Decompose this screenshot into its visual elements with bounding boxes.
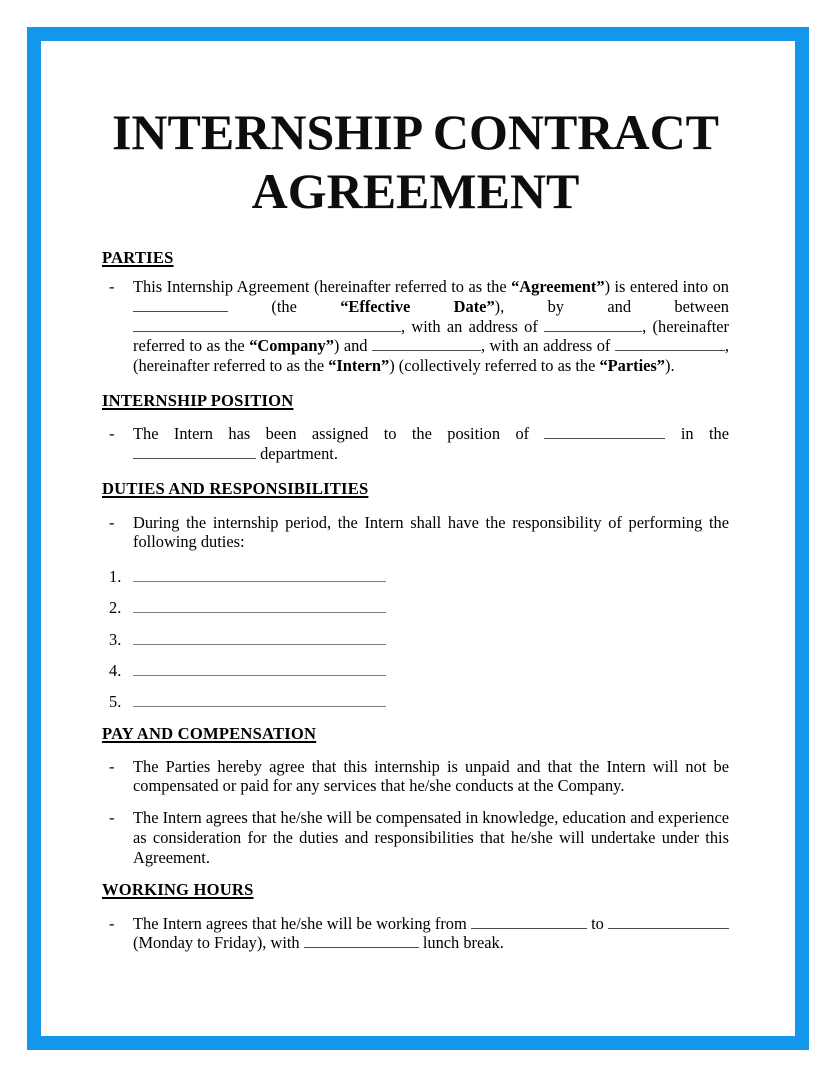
clause-paragraph — [102, 277, 729, 376]
section-duties-and-responsibilities — [102, 479, 729, 713]
blank-line — [133, 307, 228, 312]
blank-line — [608, 924, 729, 929]
bullet-dash: - — [109, 808, 115, 828]
duty-blank-3 — [133, 630, 729, 650]
duty-number-2: 2. — [109, 598, 122, 618]
clause-paragraph — [102, 424, 729, 464]
duty-item-3 — [102, 630, 729, 650]
duty-blank-4 — [133, 661, 729, 681]
section-parties — [102, 248, 729, 376]
clause-paragraph — [102, 914, 729, 954]
blank-line — [133, 577, 386, 582]
section-internship-position — [102, 391, 729, 464]
section-pay-and-compensation — [102, 724, 729, 868]
duty-number-5: 5. — [109, 692, 122, 712]
duty-number-3: 3. — [109, 629, 122, 649]
section-working-hours — [102, 880, 729, 954]
section-heading-internship-position: INTERNSHIP POSITION — [102, 390, 294, 410]
duty-blank-5 — [133, 692, 729, 712]
bullet-dash: - — [109, 512, 115, 532]
clause-text: The Intern has been assigned to the position of in the department. — [133, 423, 730, 463]
clause-text: The Intern agrees that he/she will be working from to (Monday to Friday), with lunch break. — [133, 914, 729, 954]
duties-numbered-list — [102, 567, 729, 712]
blank-line — [133, 327, 401, 332]
clause-text: The Parties hereby agree that this internship is unpaid and that the Intern will not be compensated or paid for any services that he/she conducts at the Company. — [133, 756, 729, 796]
blank-line — [372, 346, 481, 351]
section-heading-parties: PARTIES — [102, 248, 174, 267]
duty-item-2 — [102, 598, 729, 618]
duty-blank-2 — [133, 598, 729, 618]
blank-line — [304, 943, 419, 948]
blank-line — [133, 640, 386, 645]
duty-item-1 — [102, 567, 729, 587]
duty-number-4: 4. — [109, 661, 122, 681]
bullet-dash: - — [109, 423, 115, 443]
blank-line — [544, 434, 665, 439]
bullet-dash: - — [109, 756, 115, 776]
document-title-line-1: INTERNSHIP CONTRACT — [111, 104, 720, 160]
section-heading-pay: PAY AND COMPENSATION — [102, 723, 317, 743]
bullet-dash: - — [109, 913, 115, 933]
duty-blank-1 — [133, 567, 729, 587]
blank-line — [133, 454, 256, 459]
blank-line — [544, 327, 642, 332]
document-title-line-2: AGREEMENT — [251, 163, 580, 219]
duty-number-1: 1. — [109, 567, 122, 587]
blank-line — [615, 346, 725, 351]
bullet-dash: - — [109, 277, 115, 296]
document-title — [102, 103, 729, 221]
section-heading-duties: DUTIES AND RESPONSIBILITIES — [102, 478, 369, 498]
clause-paragraph — [102, 757, 729, 797]
clause-text: During the internship period, the Intern shall have the responsibility of performing the following duties: — [133, 512, 729, 552]
blank-line — [133, 608, 386, 613]
duty-item-5 — [102, 692, 729, 712]
duty-item-4 — [102, 661, 729, 681]
blank-line — [133, 702, 386, 707]
section-heading-working-hours: WORKING HOURS — [102, 879, 254, 899]
document-content — [102, 41, 729, 968]
clause-text: The Intern agrees that he/she will be compensated in knowledge, education and experience as consideration for the duties and responsibilities that he/she will undertake under this Agreement. — [133, 808, 729, 867]
blank-line — [133, 671, 386, 676]
clause-paragraph — [102, 513, 729, 553]
clause-paragraph — [102, 808, 729, 867]
blank-line — [471, 924, 587, 929]
clause-text: This Internship Agreement (hereinafter referred to as the “Agreement”) is entered into on (the “Effective Date”), by and between , with an address of , (hereinafter referred to as the “Company”) and , with an address of , (hereinafter referred to as the “Intern”) (collectively referred to as the “Parties”). — [133, 277, 730, 376]
